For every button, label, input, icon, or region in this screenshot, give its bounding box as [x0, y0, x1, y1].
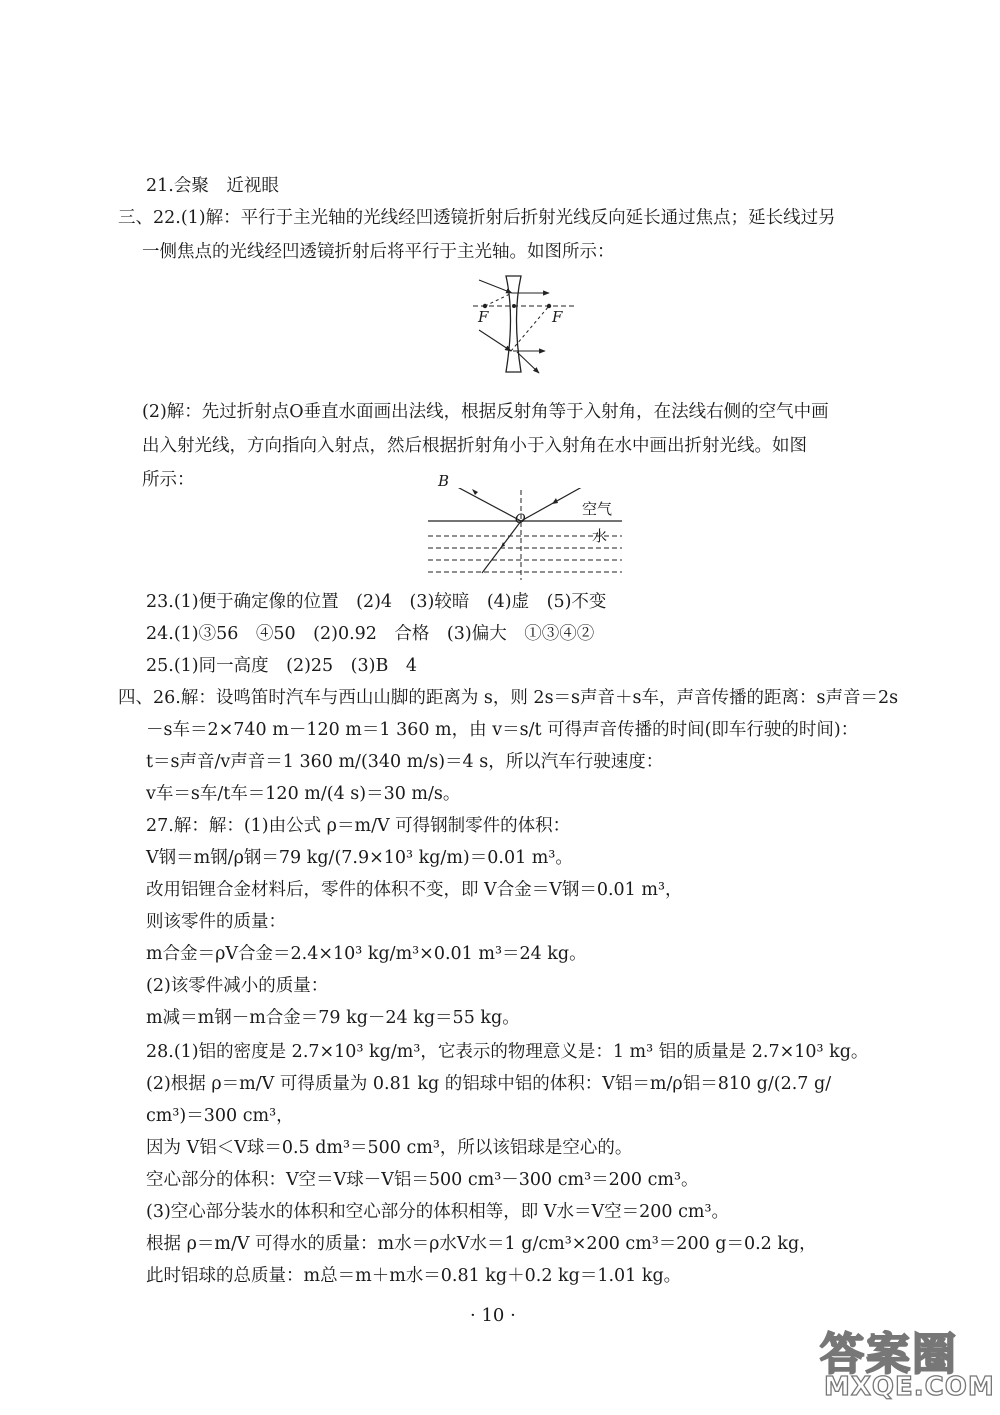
answer-27-line1: 27.解：解：(1)由公式 ρ＝m/V 可得钢制零件的体积： — [146, 816, 571, 836]
answer-28-line2: (2)根据 ρ＝m/V 可得质量为 0.81 kg 的铝球中铝的体积：V铝＝m/ρ铝＝810 g/(2.7 g/ — [146, 1074, 832, 1094]
answer-26-line4: v车＝s车/t车＝120 m/(4 s)＝30 m/s。 — [146, 784, 461, 804]
concave-lens-diagram — [465, 272, 585, 382]
answer-27-line4: 则该零件的质量： — [146, 912, 286, 932]
answer-28-line3: cm³)＝300 cm³， — [146, 1106, 294, 1126]
answer-26-line3: t＝s声音/v声音＝1 360 m/(340 m/s)＝4 s，所以汽车行驶速度： — [146, 752, 664, 772]
answer-28-line7: 根据 ρ＝m/V 可得水的质量：m水＝ρ水V水＝1 g/cm³×200 cm³＝200 g＝0.2 kg， — [146, 1234, 817, 1254]
refracted-ray — [482, 521, 521, 573]
page-number: · 10 · — [470, 1305, 516, 1326]
answer-26-line2: －s车＝2×740 m－120 m＝1 360 m，由 v＝s/t 可得声音传播的时间(即车行驶的时间)： — [146, 720, 859, 740]
focus-label-left: F — [478, 308, 489, 326]
concave-lens — [506, 276, 521, 372]
answer-22-1-line2: 一侧焦点的光线经凹透镜折射后将平行于主光轴。如图所示： — [142, 242, 615, 262]
answer-27-line5: m合金＝ρV合金＝2.4×10³ kg/m³×0.01 m³＝24 kg。 — [146, 944, 587, 964]
air-label: 空气 — [582, 500, 613, 518]
answer-28-line6: (3)空心部分装水的体积和空心部分的体积相等，即 V水＝V空＝200 cm³。 — [146, 1202, 730, 1222]
answer-28-line4: 因为 V铝＜V球＝0.5 dm³＝500 cm³，所以该铝球是空心的。 — [146, 1138, 633, 1158]
answer-28-line8: 此时铝球的总质量：m总＝m＋m水＝0.81 kg＋0.2 kg＝1.01 kg。 — [146, 1266, 682, 1286]
reflected-line-b — [448, 488, 521, 521]
answer-26-line1: 四、26.解：设鸣笛时汽车与西山山脚的距离为 s，则 2s＝s声音＋s车，声音传播的距离：s声音＝2s — [118, 688, 899, 708]
backward-extension-1 — [485, 293, 512, 306]
answer-28-line1: 28.(1)铝的密度是 2.7×10³ kg/m³，它表示的物理意义是：1 m³ 铝的质量是 2.7×10³ kg。 — [146, 1042, 869, 1062]
answer-25: 25.(1)同一高度 (2)25 (3)B 4 — [146, 656, 417, 676]
watermark-url: MXQE.COM — [824, 1372, 995, 1402]
watermark-text: 答案圈 — [820, 1329, 958, 1380]
answer-27-line3: 改用铝锂合金材料后，零件的体积不变，即 V合金＝V钢＝0.01 m³， — [146, 880, 683, 900]
answer-23: 23.(1)便于确定像的位置 (2)4 (3)较暗 (4)虚 (5)不变 — [146, 592, 607, 612]
answer-27-line7: m减＝m钢－m合金＝79 kg－24 kg＝55 kg。 — [146, 1008, 520, 1028]
answer-22-2-line1: (2)解：先过折射点O垂直水面画出法线，根据反射角等于入射角，在法线右侧的空气中画 — [142, 402, 829, 422]
answer-22-1-line1: 三、22.(1)解：平行于主光轴的光线经凹透镜折射后折射光线反向延长通过焦点；延长线过另 — [118, 208, 836, 228]
incident-ray-2 — [479, 330, 511, 351]
answer-28-line5: 空心部分的体积：V空＝V球－V铝＝500 cm³－300 cm³＝200 cm³。 — [146, 1170, 699, 1190]
answer-27-line6: (2)该零件减小的质量： — [146, 976, 329, 996]
answer-21: 21.会聚 近视眼 — [146, 176, 279, 196]
answer-22-2-line2: 出入射光线，方向指向入射点，然后根据折射角小于入射角在水中画出折射光线。如图 — [142, 436, 807, 456]
focus-label-right: F — [552, 308, 563, 326]
answer-27-line2: V钢＝m钢/ρ钢＝79 kg/(7.9×10³ kg/m)＝0.01 m³。 — [146, 848, 573, 868]
point-b-label: B — [438, 472, 450, 490]
answer-24: 24.(1)③56 ④50 (2)0.92 合格 (3)偏大 ①③④② — [146, 624, 595, 644]
answer-22-2-line3: 所示： — [142, 470, 195, 490]
watermark-logo — [820, 1318, 995, 1410]
point-o-label: O — [515, 512, 526, 527]
water-label: 水 — [592, 527, 608, 545]
